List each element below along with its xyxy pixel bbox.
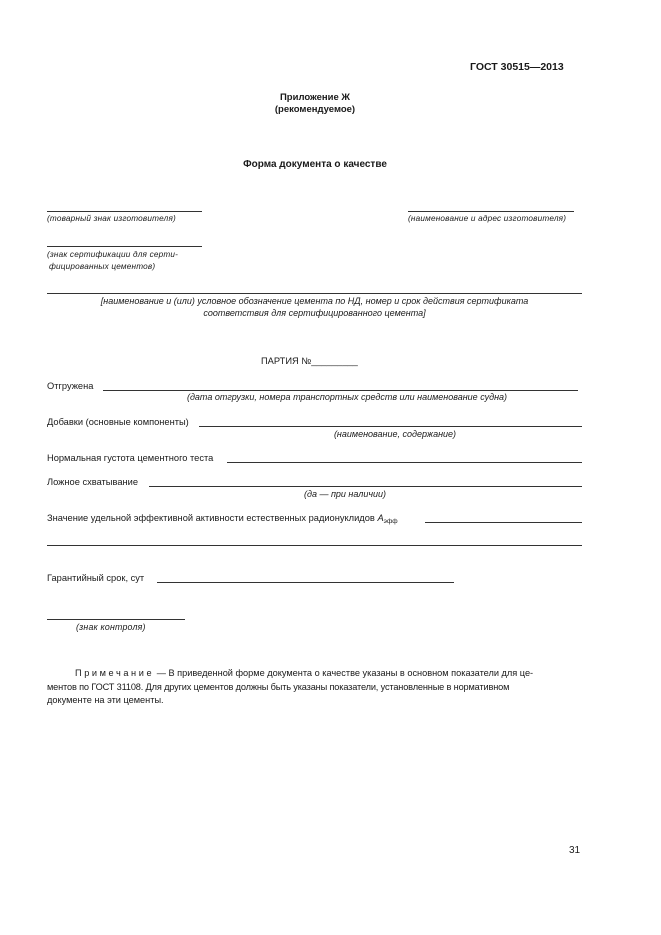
control-caption: (знак контроля) [76,622,146,632]
manufacturer-mark-line[interactable] [47,211,202,212]
cert-mark-caption-line2: фицированных цементов) [49,262,156,271]
appendix-title: Приложение Ж [279,92,351,103]
additives-field[interactable] [199,426,582,427]
warranty-label: Гарантийный срок, сут [47,573,145,583]
note-line1-text: — В приведенной форме документа о качестве указаны в основном показатели для це- [156,668,534,678]
consistency-field[interactable] [227,462,582,463]
note-line-2: ментов по ГОСТ 31108. Для других цементов должны быть указаны показатели, установленные в нормативном [47,681,510,692]
note-line-3: документе на эти цементы. [47,695,164,705]
activity-subscript: эфф [383,518,398,525]
shipped-label: Отгружена [47,381,94,391]
note-line-1 [47,667,582,681]
note-prefix: Примечание [75,668,155,678]
manufacturer-mark-caption: (товарный знак изготовителя) [47,214,176,223]
warranty-field[interactable] [157,582,454,583]
page-number: 31 [569,845,581,856]
additives-label: Добавки (основные компоненты) [47,417,189,427]
note [47,667,582,708]
appendix-status: (рекомендуемое) [274,104,356,115]
activity-field-continued[interactable] [47,545,582,546]
manufacturer-name-line[interactable] [408,211,574,212]
activity-field[interactable] [425,522,582,523]
activity-label-text: Значение удельной эффективной активности естественных радионуклидов [47,513,375,523]
false-set-caption: (да — при наличии) [303,489,387,499]
cert-mark-caption-line1: (знак сертификации для серти- [47,250,179,259]
batch-label: ПАРТИЯ №_________ [261,356,358,366]
shipped-field[interactable] [103,390,578,391]
cement-name-line[interactable] [47,293,582,294]
standard-number: ГОСТ 30515—2013 [470,61,564,73]
cement-caption-line2: соответствия для сертифицированного цемента] [203,308,426,318]
false-set-label: Ложное схватывание [47,477,138,487]
form-title: Форма документа о качестве [243,159,387,170]
cement-caption-line1: [наименование и (или) условное обозначение цемента по НД, номер и срок действия сертификата [100,296,529,306]
manufacturer-name-caption: (наименование и адрес изготовителя) [408,214,567,223]
false-set-field[interactable] [149,486,582,487]
activity-label [47,513,398,525]
shipped-caption: (дата отгрузки, номера транспортных средств или наименование судна) [186,392,508,402]
additives-caption: (наименование, содержание) [333,429,457,439]
control-mark-line[interactable] [47,619,185,620]
activity-symbol: A [377,513,384,523]
consistency-label: Нормальная густота цементного теста [47,453,214,463]
cert-mark-line[interactable] [47,246,202,247]
